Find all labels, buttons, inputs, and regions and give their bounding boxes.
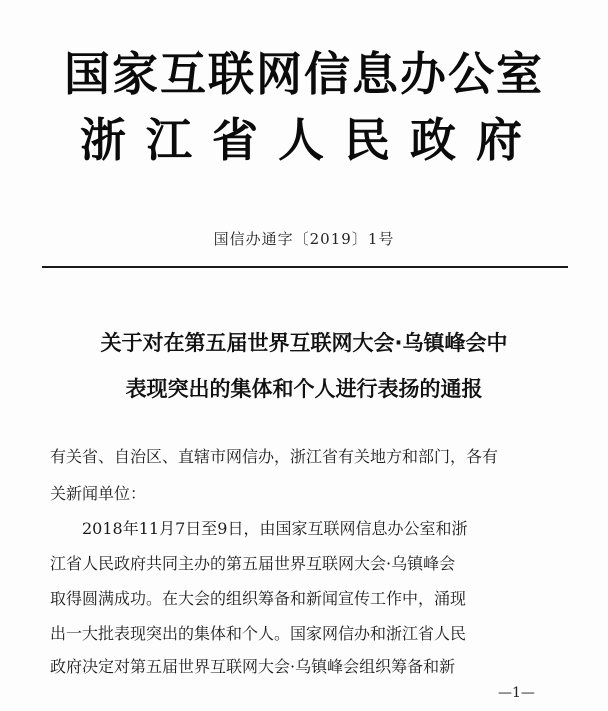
body-line: 有关省、自治区、直辖市网信办，浙江省有关地方和部门，各有	[50, 447, 499, 466]
title-line-1: 关于对在第五届世界互联网大会·乌镇峰会中	[100, 331, 508, 355]
issuer-line-1: 国家互联网信息办公室	[64, 47, 544, 101]
page-number: —1—	[498, 685, 535, 701]
body-line: 出一大批表现突出的集体和个人。国家网信办和浙江省人民	[50, 624, 467, 643]
body-line: 政府决定对第五届世界互联网大会·乌镇峰会组织筹备和新	[50, 657, 456, 676]
issuer-line-2: 浙江省人民政府	[80, 113, 542, 167]
title-line-2: 表现突出的集体和个人进行表扬的通报	[125, 377, 483, 401]
document-number: 国信办通字〔2019〕1号	[213, 230, 395, 248]
body-line: 关新闻单位：	[50, 484, 147, 503]
body-line: 2018年11月7日至9日，由国家互联网信息办公室和浙	[82, 519, 468, 538]
body-line: 江省人民政府共同主办的第五届世界互联网大会·乌镇峰会	[50, 554, 456, 573]
body-line: 取得圆满成功。在大会的组织筹备和新闻宣传工作中，涌现	[50, 589, 467, 608]
header-divider	[42, 266, 568, 268]
